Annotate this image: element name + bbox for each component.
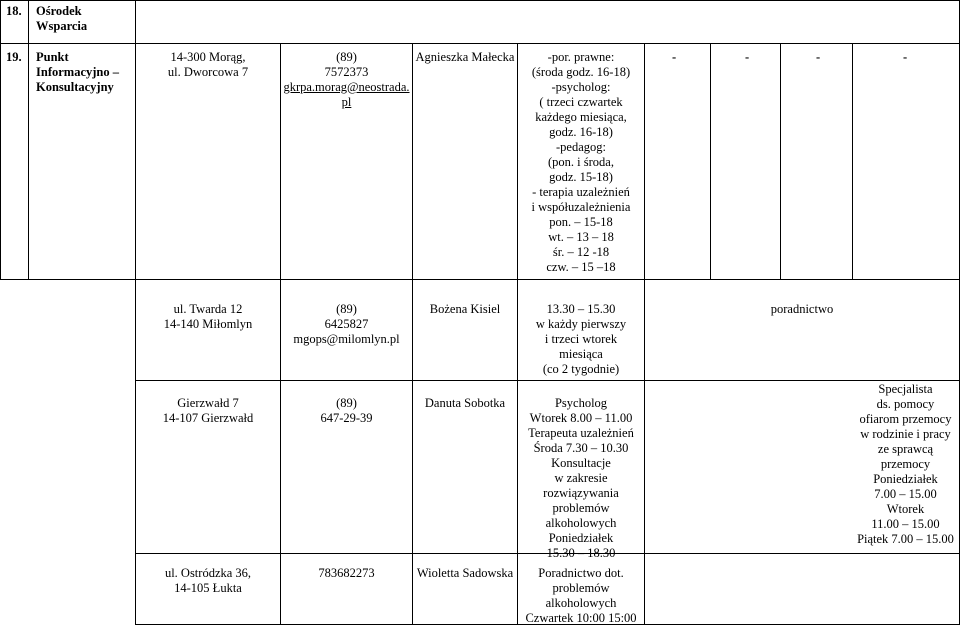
- hours-line: (co 2 tygodnie): [542, 362, 620, 376]
- institution-name-line: Punkt: [36, 50, 69, 64]
- hours-line: alkoholowych: [545, 516, 617, 530]
- contact-person: Danuta Sobotka: [424, 396, 506, 410]
- office-hours: [518, 50, 644, 275]
- hours-line: Terapeuta uzależnień: [528, 426, 634, 440]
- hours-line: problemów: [552, 501, 610, 515]
- institution-name: [36, 4, 87, 34]
- hours-line: wt. – 13 – 18: [548, 230, 614, 244]
- address-line: ul. Dworcowa 7: [167, 65, 249, 79]
- phone-line: 7572373: [324, 65, 369, 79]
- table-border: [644, 43, 645, 625]
- hours-line: problemów: [552, 581, 610, 595]
- phone-line: (89): [336, 396, 357, 410]
- office-hours: [518, 396, 644, 561]
- address: [136, 566, 280, 596]
- hours-line: -por. prawne:: [547, 50, 615, 64]
- address-line: 14-107 Gierzwałd: [162, 411, 254, 425]
- hours-line: rozwiązywania: [543, 486, 619, 500]
- institution-name: [36, 50, 119, 95]
- row-number: 19.: [6, 50, 22, 64]
- service-line: przemocy: [880, 457, 931, 471]
- hours-line: Poniedziałek: [548, 531, 614, 545]
- institution-name-line: Informacyjno –: [36, 65, 119, 79]
- table-border: [0, 0, 960, 1]
- hours-line: -pedagog:: [556, 140, 606, 154]
- contact-person: Wioletta Sadowska: [416, 566, 514, 580]
- hours-line: czw. – 15 –18: [546, 260, 616, 274]
- institution-name-line: Konsultacyjny: [36, 80, 114, 94]
- service-description: [852, 382, 959, 547]
- table-border: [0, 0, 1, 279]
- contact-person: Bożena Kisiel: [429, 302, 501, 316]
- service-line: Piątek 7.00 – 15.00: [857, 532, 954, 546]
- institution-name-line: Wsparcia: [36, 19, 88, 33]
- hours-line: 13.30 – 15.30: [546, 302, 616, 316]
- hours-line: Konsultacje: [551, 456, 611, 470]
- hours-line: śr. – 12 -18: [552, 245, 610, 259]
- hours-line: - terapia uzależnień: [532, 185, 630, 199]
- email-line[interactable]: pl: [341, 95, 352, 109]
- contact-person: Agnieszka Małecka: [415, 50, 515, 64]
- table-border: [780, 43, 781, 279]
- service-line: ofiarom przemocy: [859, 412, 952, 426]
- hours-line: Poradnictwo dot.: [538, 566, 624, 580]
- email-line[interactable]: gkrpa.morag@neostrada.: [283, 80, 410, 94]
- hours-line: Środa 7.30 – 10.30: [533, 441, 629, 455]
- email-text[interactable]: mgops@milomlyn.pl: [293, 332, 400, 346]
- address-line: 14-140 Miłomlyn: [163, 317, 253, 331]
- service-line: w rodzinie i pracy: [860, 427, 951, 441]
- service-line: Poniedziałek: [873, 472, 938, 486]
- hours-line: (pon. i środa,: [548, 155, 614, 169]
- hours-line: godz. 15-18): [549, 170, 613, 184]
- table-border: [0, 43, 960, 44]
- phone-line: 647-29-39: [320, 411, 373, 425]
- table-border: [710, 43, 711, 279]
- hours-line: Wtorek 8.00 – 11.00: [529, 411, 633, 425]
- service-line: Wtorek: [886, 502, 925, 516]
- service-line: Specjalista: [878, 382, 933, 396]
- contact: [281, 396, 412, 426]
- contact: [281, 50, 412, 110]
- hours-line: w każdy pierwszy: [535, 317, 627, 331]
- address-line: 14-300 Morąg,: [170, 50, 246, 64]
- hours-line: ( trzeci czwartek: [539, 95, 623, 109]
- service-line: 7.00 – 15.00: [874, 487, 937, 501]
- hours-line: Czwartek 10:00 15:00: [525, 611, 637, 625]
- email-link[interactable]: [281, 80, 412, 110]
- hours-line: i trzeci wtorek: [544, 332, 618, 346]
- contact: 783682273: [318, 566, 375, 580]
- hours-line: każdego miesiąca,: [535, 110, 627, 124]
- office-hours: [514, 566, 648, 626]
- table-border: [852, 43, 853, 279]
- hours-line: w zakresie: [554, 471, 608, 485]
- hours-line: 15.30 – 18.30: [546, 546, 616, 560]
- address: [136, 50, 280, 80]
- phone-line: (89): [336, 302, 357, 316]
- empty-cell-dash: -: [816, 50, 821, 64]
- empty-cell-dash: -: [903, 50, 908, 64]
- address-line: 14-105 Łukta: [174, 581, 242, 595]
- address-line: ul. Twarda 12: [173, 302, 243, 316]
- service-line: ze sprawcą: [877, 442, 934, 456]
- row-number: 18.: [6, 4, 22, 18]
- empty-cell-dash: -: [672, 50, 677, 64]
- phone-line: (89): [336, 50, 357, 64]
- address-line: Gierzwałd 7: [177, 396, 239, 410]
- hours-line: miesiąca: [559, 347, 603, 361]
- hours-line: i współuzależnienia: [531, 200, 631, 214]
- hours-line: -psycholog:: [551, 80, 611, 94]
- phone-line: 6425827: [324, 317, 369, 331]
- contact: [281, 302, 412, 347]
- empty-cell-dash: -: [745, 50, 750, 64]
- service-description: poradnictwo: [770, 302, 834, 316]
- service-line: 11.00 – 15.00: [871, 517, 940, 531]
- address-line: ul. Ostródzka 36,: [164, 566, 252, 580]
- address: [136, 302, 280, 332]
- office-hours: [518, 302, 644, 377]
- institution-name-line: Ośrodek: [36, 4, 82, 18]
- table-border: [0, 279, 960, 280]
- hours-line: Psycholog: [554, 396, 608, 410]
- hours-line: godz. 16-18): [549, 125, 613, 139]
- hours-line: pon. – 15-18: [549, 215, 613, 229]
- table-border: [412, 43, 413, 625]
- address: [136, 396, 280, 426]
- table-border: [28, 0, 29, 279]
- table-border: [135, 380, 960, 381]
- service-line: ds. pomocy: [876, 397, 935, 411]
- hours-line: (środa godz. 16-18): [531, 65, 631, 79]
- hours-line: alkoholowych: [545, 596, 617, 610]
